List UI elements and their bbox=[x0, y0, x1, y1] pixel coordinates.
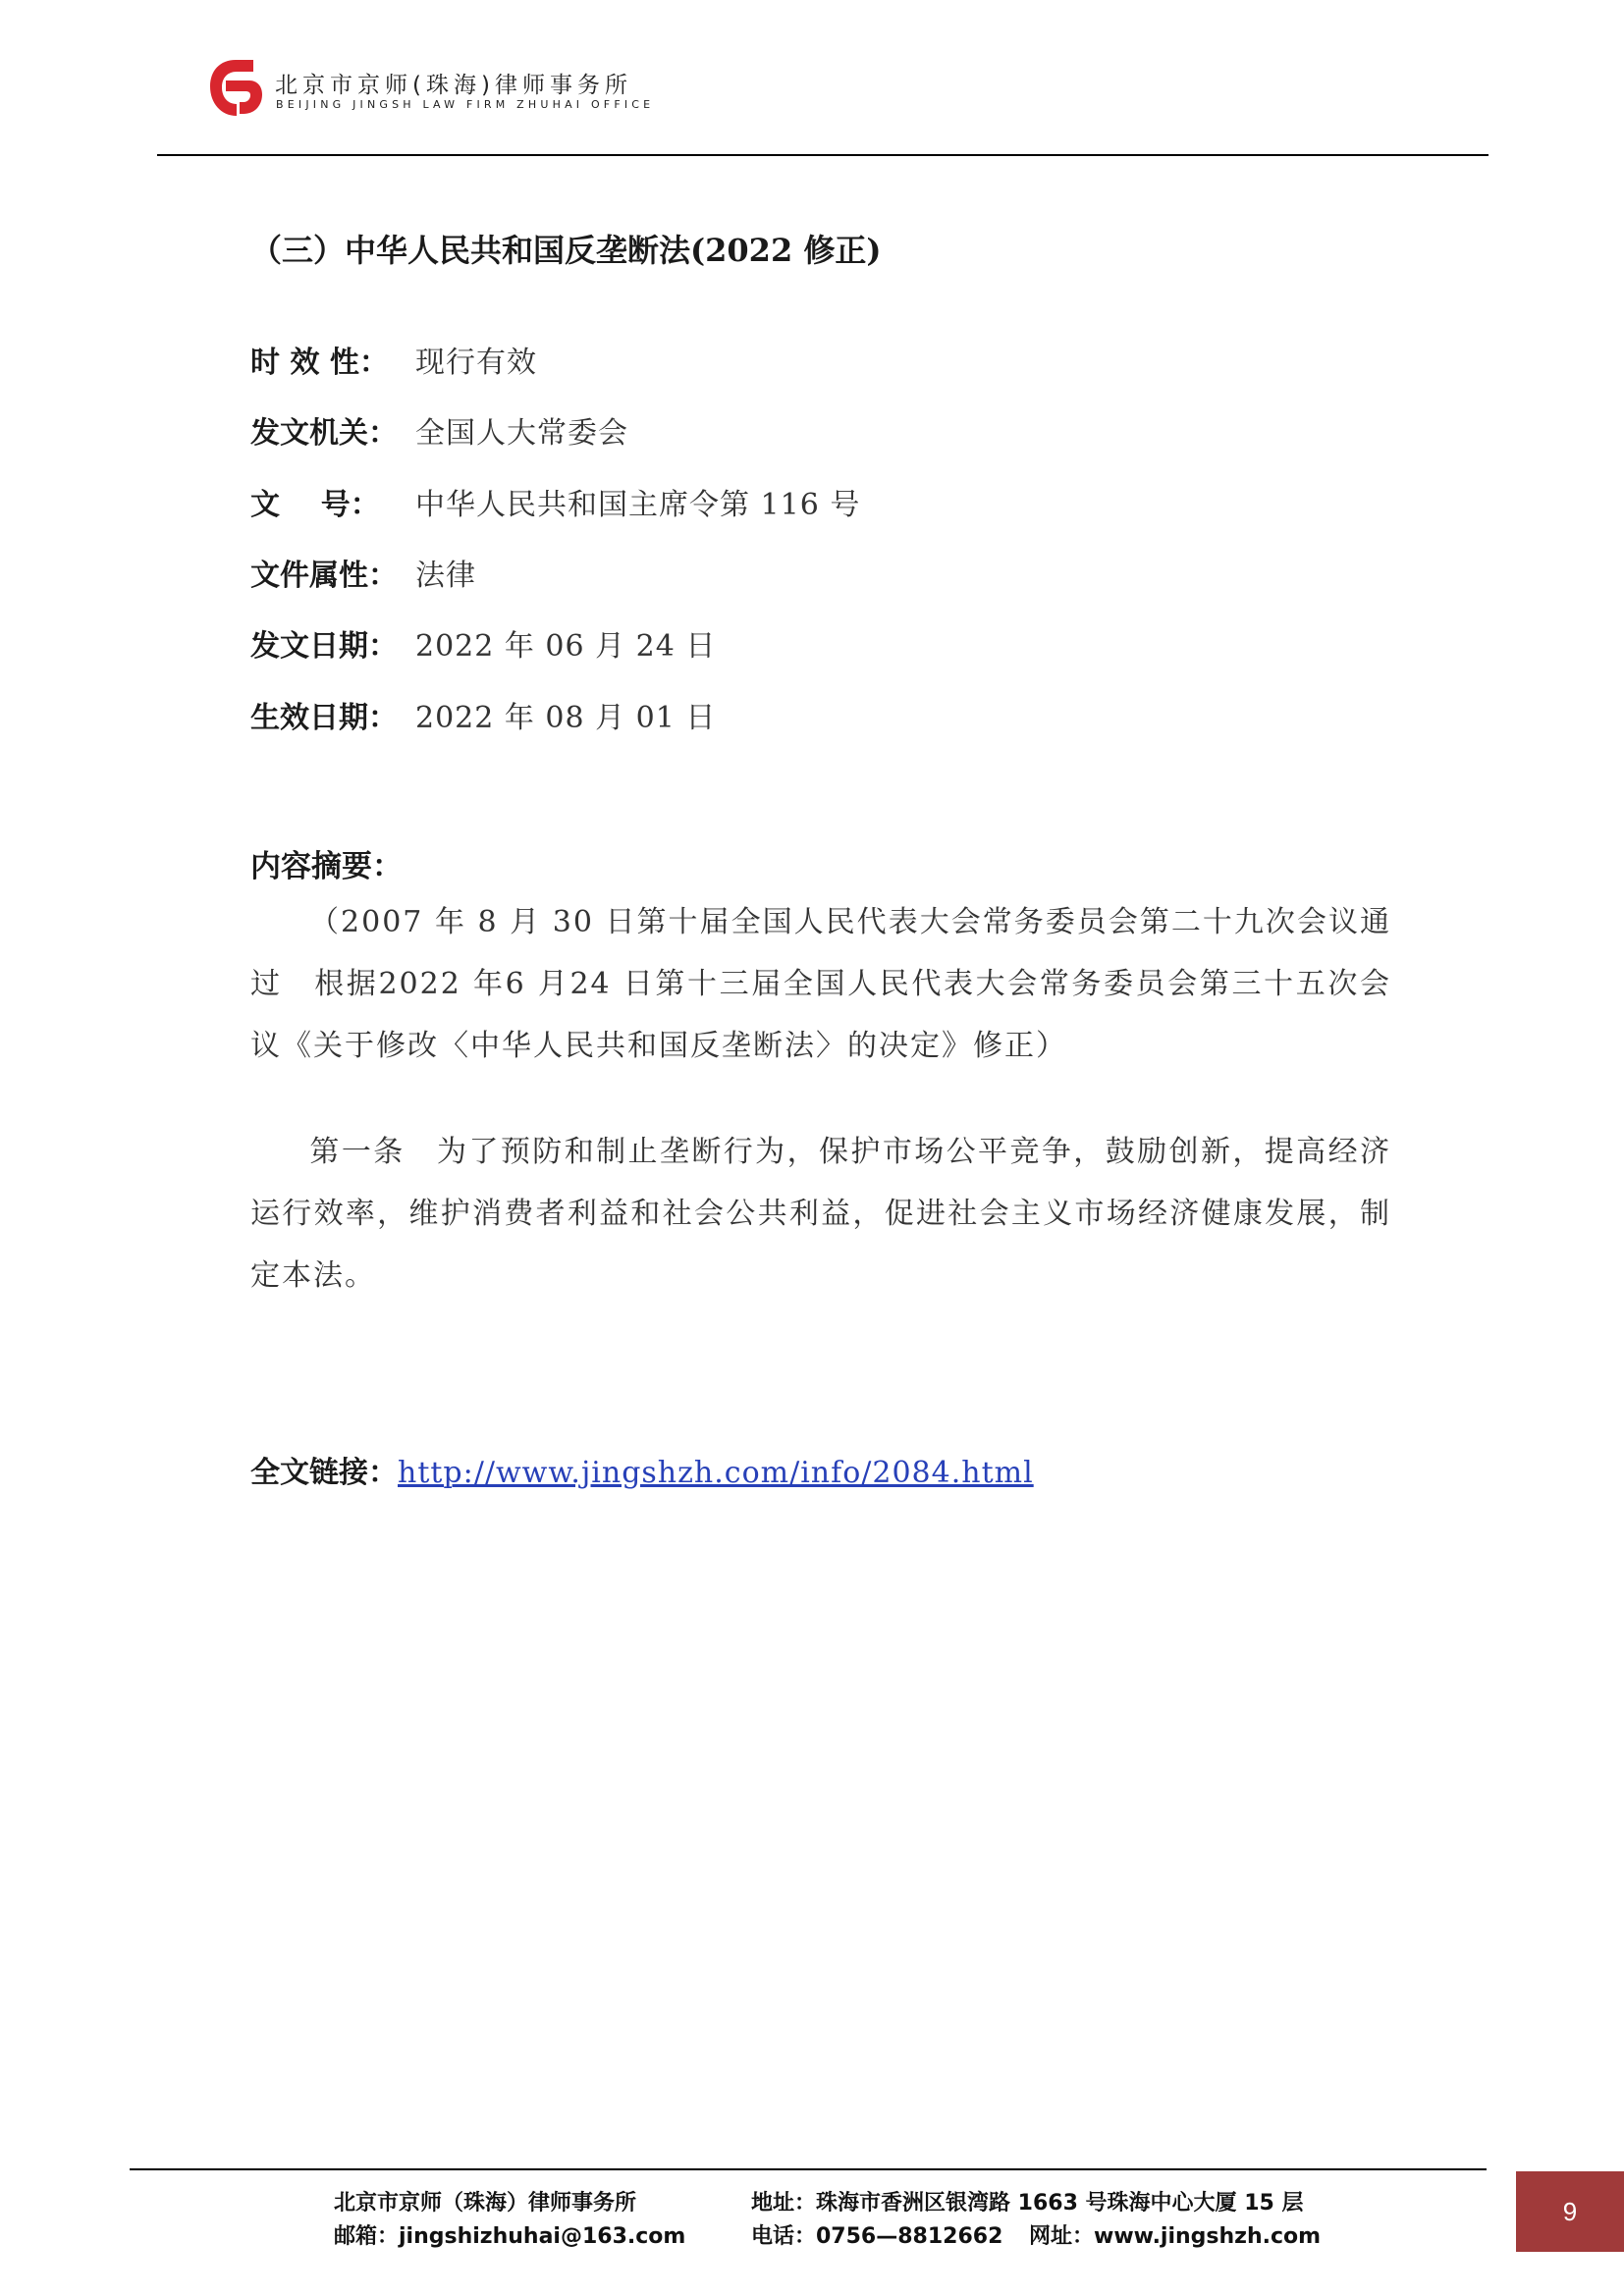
meta-label: 文件属性： bbox=[250, 559, 398, 593]
footer-email: 邮箱：jingshizhuhai@163.com bbox=[334, 2224, 686, 2249]
footer-address: 地址：珠海市香洲区银湾路 1663 号珠海中心大厦 15 层 bbox=[751, 2191, 1304, 2216]
meta-row-doc-number bbox=[250, 480, 860, 523]
meta-row-validity bbox=[250, 338, 537, 381]
summary-intro-text: （2007 年 8 月 30 日第十届全国人民代表大会常务委员会第二十九次会议通过 根据2022 年6 月24 日第十三届全国人民代表大会常务委员会第三十五次会议《关于修改〈中华人民共和国反垄断法〉的决定》修正） bbox=[250, 905, 1391, 1063]
meta-label: 发文机关： bbox=[250, 416, 398, 451]
article-one-paragraph bbox=[250, 1121, 1391, 1307]
meta-value: 2022 年 06 月 24 日 bbox=[415, 629, 717, 664]
fulltext-label: 全文链接： bbox=[250, 1456, 398, 1490]
section-title: （三）中华人民共和国反垄断法(2022 修正) bbox=[250, 232, 882, 269]
meta-label: 时 效 性： bbox=[250, 346, 389, 380]
firm-name-en: BEIJING JINGSH LAW FIRM ZHUHAI OFFICE bbox=[276, 98, 655, 111]
meta-value: 中华人民共和国主席令第 116 号 bbox=[415, 488, 861, 522]
summary-intro-paragraph bbox=[250, 891, 1391, 1077]
meta-row-doc-type bbox=[250, 551, 476, 594]
page-number-badge bbox=[1516, 2171, 1624, 2252]
page-number: 9 bbox=[1562, 2196, 1578, 2226]
firm-logo-icon bbox=[206, 57, 265, 120]
meta-label: 发文日期： bbox=[250, 629, 398, 664]
meta-value: 2022 年 08 月 01 日 bbox=[415, 701, 717, 735]
meta-value: 全国人大常委会 bbox=[415, 416, 628, 451]
footer-firm-name: 北京市京师（珠海）律师事务所 bbox=[334, 2191, 637, 2216]
firm-name-cn: 北京市京师(珠海)律师事务所 bbox=[275, 73, 632, 98]
header-divider bbox=[157, 154, 1489, 156]
fulltext-link-row bbox=[250, 1448, 1034, 1491]
meta-row-issuer bbox=[250, 408, 628, 452]
meta-label: 文 号： bbox=[250, 488, 380, 522]
footer-phone: 电话：0756—8812662 bbox=[751, 2224, 1003, 2249]
footer-left bbox=[334, 2187, 685, 2254]
fulltext-link[interactable]: http://www.jingshzh.com/info/2084.html bbox=[398, 1456, 1034, 1490]
article-one-text: 第一条 为了预防和制止垄断行为，保护市场公平竞争，鼓励创新，提高经济运行效率，维护消费者利益和社会公共利益，促进社会主义市场经济健康发展，制定本法。 bbox=[250, 1135, 1391, 1293]
meta-value: 法律 bbox=[415, 559, 476, 593]
meta-value: 现行有效 bbox=[415, 346, 537, 380]
meta-row-issue-date bbox=[250, 621, 716, 665]
footer-website: 网址：www.jingshzh.com bbox=[1029, 2224, 1322, 2249]
footer-divider bbox=[130, 2168, 1487, 2170]
meta-label: 生效日期： bbox=[250, 701, 398, 735]
summary-label: 内容摘要： bbox=[250, 849, 403, 884]
letterhead bbox=[206, 53, 736, 124]
meta-row-effective-date bbox=[250, 693, 716, 736]
